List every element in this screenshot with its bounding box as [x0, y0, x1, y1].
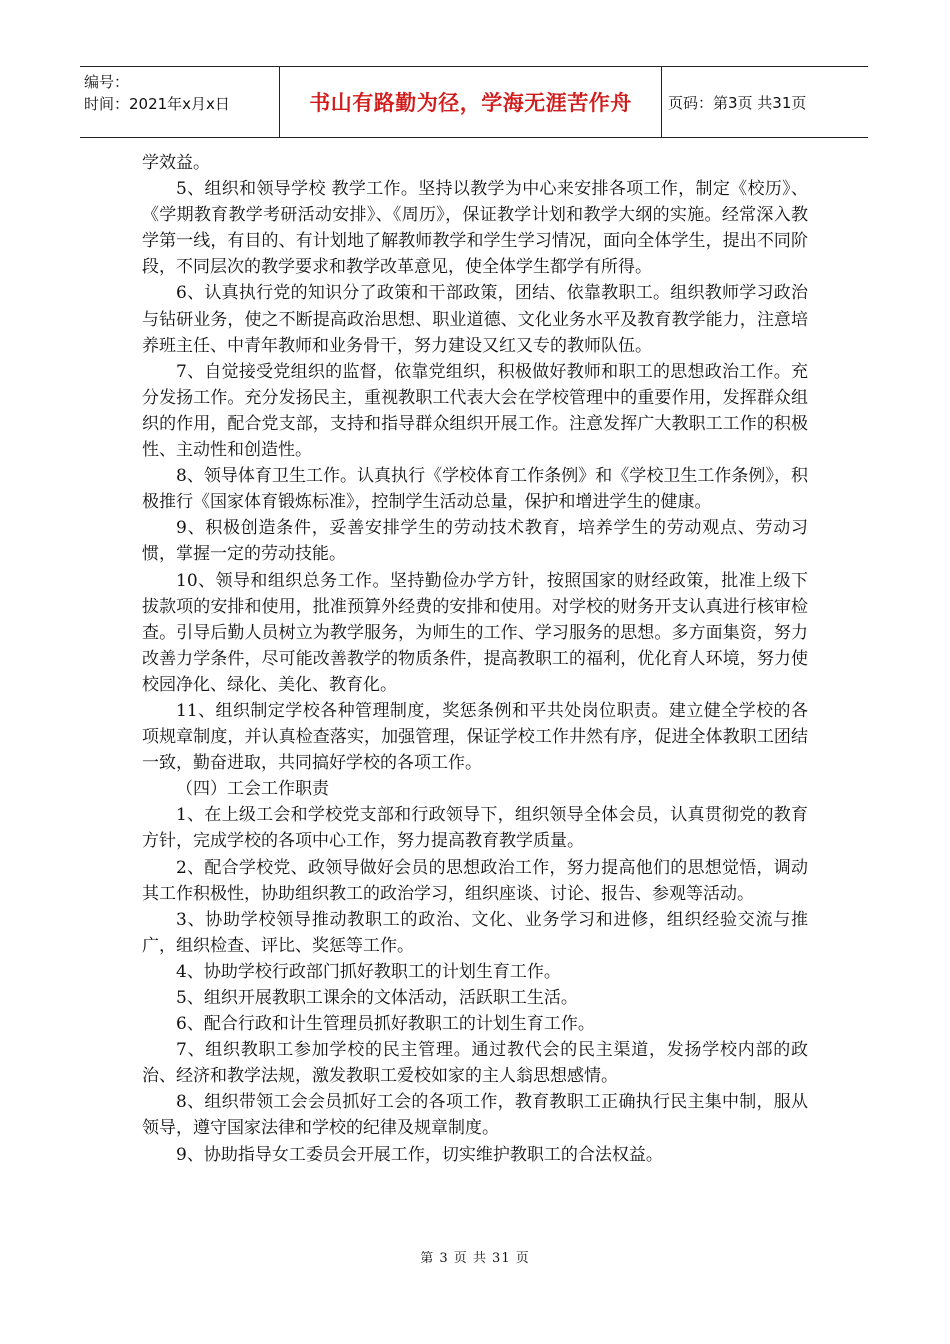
paragraph: 10、领导和组织总务工作。坚持勤俭办学方针，按照国家的财经政策，批准上级下拔款项的安排和使用，批准预算外经费的安排和使用。对学校的财务开支认真进行核审检查。引导后勤人员树立为教学服务，为师生的工作、学习服务的思想。多方面集资，努力改善力学条件，尽可能改善教学的物质条件，提高教职工的福利，优化育人环境，努力使校园净化、绿化、美化、教育化。	[142, 570, 808, 695]
header-page-info: 页码：第3页 共31页	[668, 93, 807, 112]
paragraph: 7、组织教职工参加学校的民主管理。通过教代会的民主渠道，发扬学校内部的政治、经济和教学法规，激发教职工爱校如家的主人翁思想感情。	[142, 1040, 808, 1087]
paragraph: 7、自觉接受党组织的监督，依靠党组织，积极做好教师和职工的思想政治工作。充分发扬工作。充分发扬民主，重视教职工代表大会在学校管理中的重要作用，发挥群众组织的作用，配合党支部，支持和指导群众组织开展工作。注意发挥广大教职工工作的积极性、主动性和创造性。	[142, 361, 808, 461]
page-header	[80, 66, 868, 138]
page-footer: 第 3 页 共 31 页	[420, 1251, 530, 1266]
paragraph: 6、配合行政和计生管理员抓好教职工的计划生育工作。	[176, 1014, 595, 1035]
header-motto: 书山有路勤为径，学海无涯苦作舟	[280, 67, 662, 137]
paragraph: 5、组织开展教职工课余的文体活动，活跃职工生活。	[176, 988, 578, 1008]
document-number-label: 编号：	[84, 73, 130, 91]
paragraph: 学效益。	[142, 153, 210, 173]
paragraph: 9、协助指导女工委员会开展工作，切实维护教职工的合法权益。	[176, 1144, 663, 1165]
paragraph: 4、协助学校行政部门抓好教职工的计划生育工作。	[176, 961, 561, 982]
paragraph: 6、认真执行党的知识分了政策和干部政策，团结、依靠教职工。组织教师学习政治与钻研业务，使之不断提高政治思想、职业道德、文化业务水平及教育教学能力，注意培养班主任、中青年教师和业务骨干，努力建设又红又专的教师队伍。	[142, 283, 808, 356]
document-time-label: 时间：2021年x月x日	[84, 95, 230, 113]
section-heading: （四）工会工作职责	[176, 779, 329, 800]
paragraph: 5、组织和领导学校 教学工作。坚持以教学为中心来安排各项工作，制定《校历》、《学期教育教学考研活动安排》、《周历》，保证教学计划和教学大纲的实施。经常深入教学第一线，有目的、有计划地了解教师教学和学生学习情况，面向全体学生，提出不同阶段，不同层次的教学要求和教学改革意见，使全体学生都学有所得。	[142, 179, 808, 278]
paragraph: 9、积极创造条件，妥善安排学生的劳动技术教育，培养学生的劳动观点、劳动习惯，掌握一定的劳动技能。	[142, 518, 808, 565]
paragraph: 3、协助学校领导推动教职工的政治、文化、业务学习和进修，组织经验交流与推广，组织检查、评比、奖惩等工作。	[142, 909, 808, 956]
header-meta	[80, 67, 280, 137]
paragraph: 11、组织制定学校各种管理制度，奖惩条例和平共处岗位职责。建立健全学校的各项规章制度，并认真检查落实，加强管理，保证学校工作井然有序，促进全体教职工团结一致，勤奋进取，共同搞好学校的各项工作。	[142, 700, 808, 774]
paragraph: 1、在上级工会和学校党支部和行政领导下，组织领导全体会员，认真贯彻党的教育方针，完成学校的各项中心工作，努力提高教育教学质量。	[142, 805, 808, 852]
paragraph: 8、组织带领工会会员抓好工会的各项工作，教育教职工正确执行民主集中制，服从领导，遵守国家法律和学校的纪律及规章制度。	[142, 1092, 808, 1139]
paragraph: 8、领导体育卫生工作。认真执行《学校体育工作条例》和《学校卫生工作条例》，积极推行《国家体育锻炼标准》，控制学生活动总量，保护和增进学生的健康。	[142, 466, 808, 513]
paragraph: 2、配合学校党、政领导做好会员的思想政治工作，努力提高他们的思想觉悟，调动其工作积极性，协助组织教工的政治学习，组织座谈、讨论、报告、参观等活动。	[142, 857, 808, 904]
document-body	[142, 150, 808, 1168]
